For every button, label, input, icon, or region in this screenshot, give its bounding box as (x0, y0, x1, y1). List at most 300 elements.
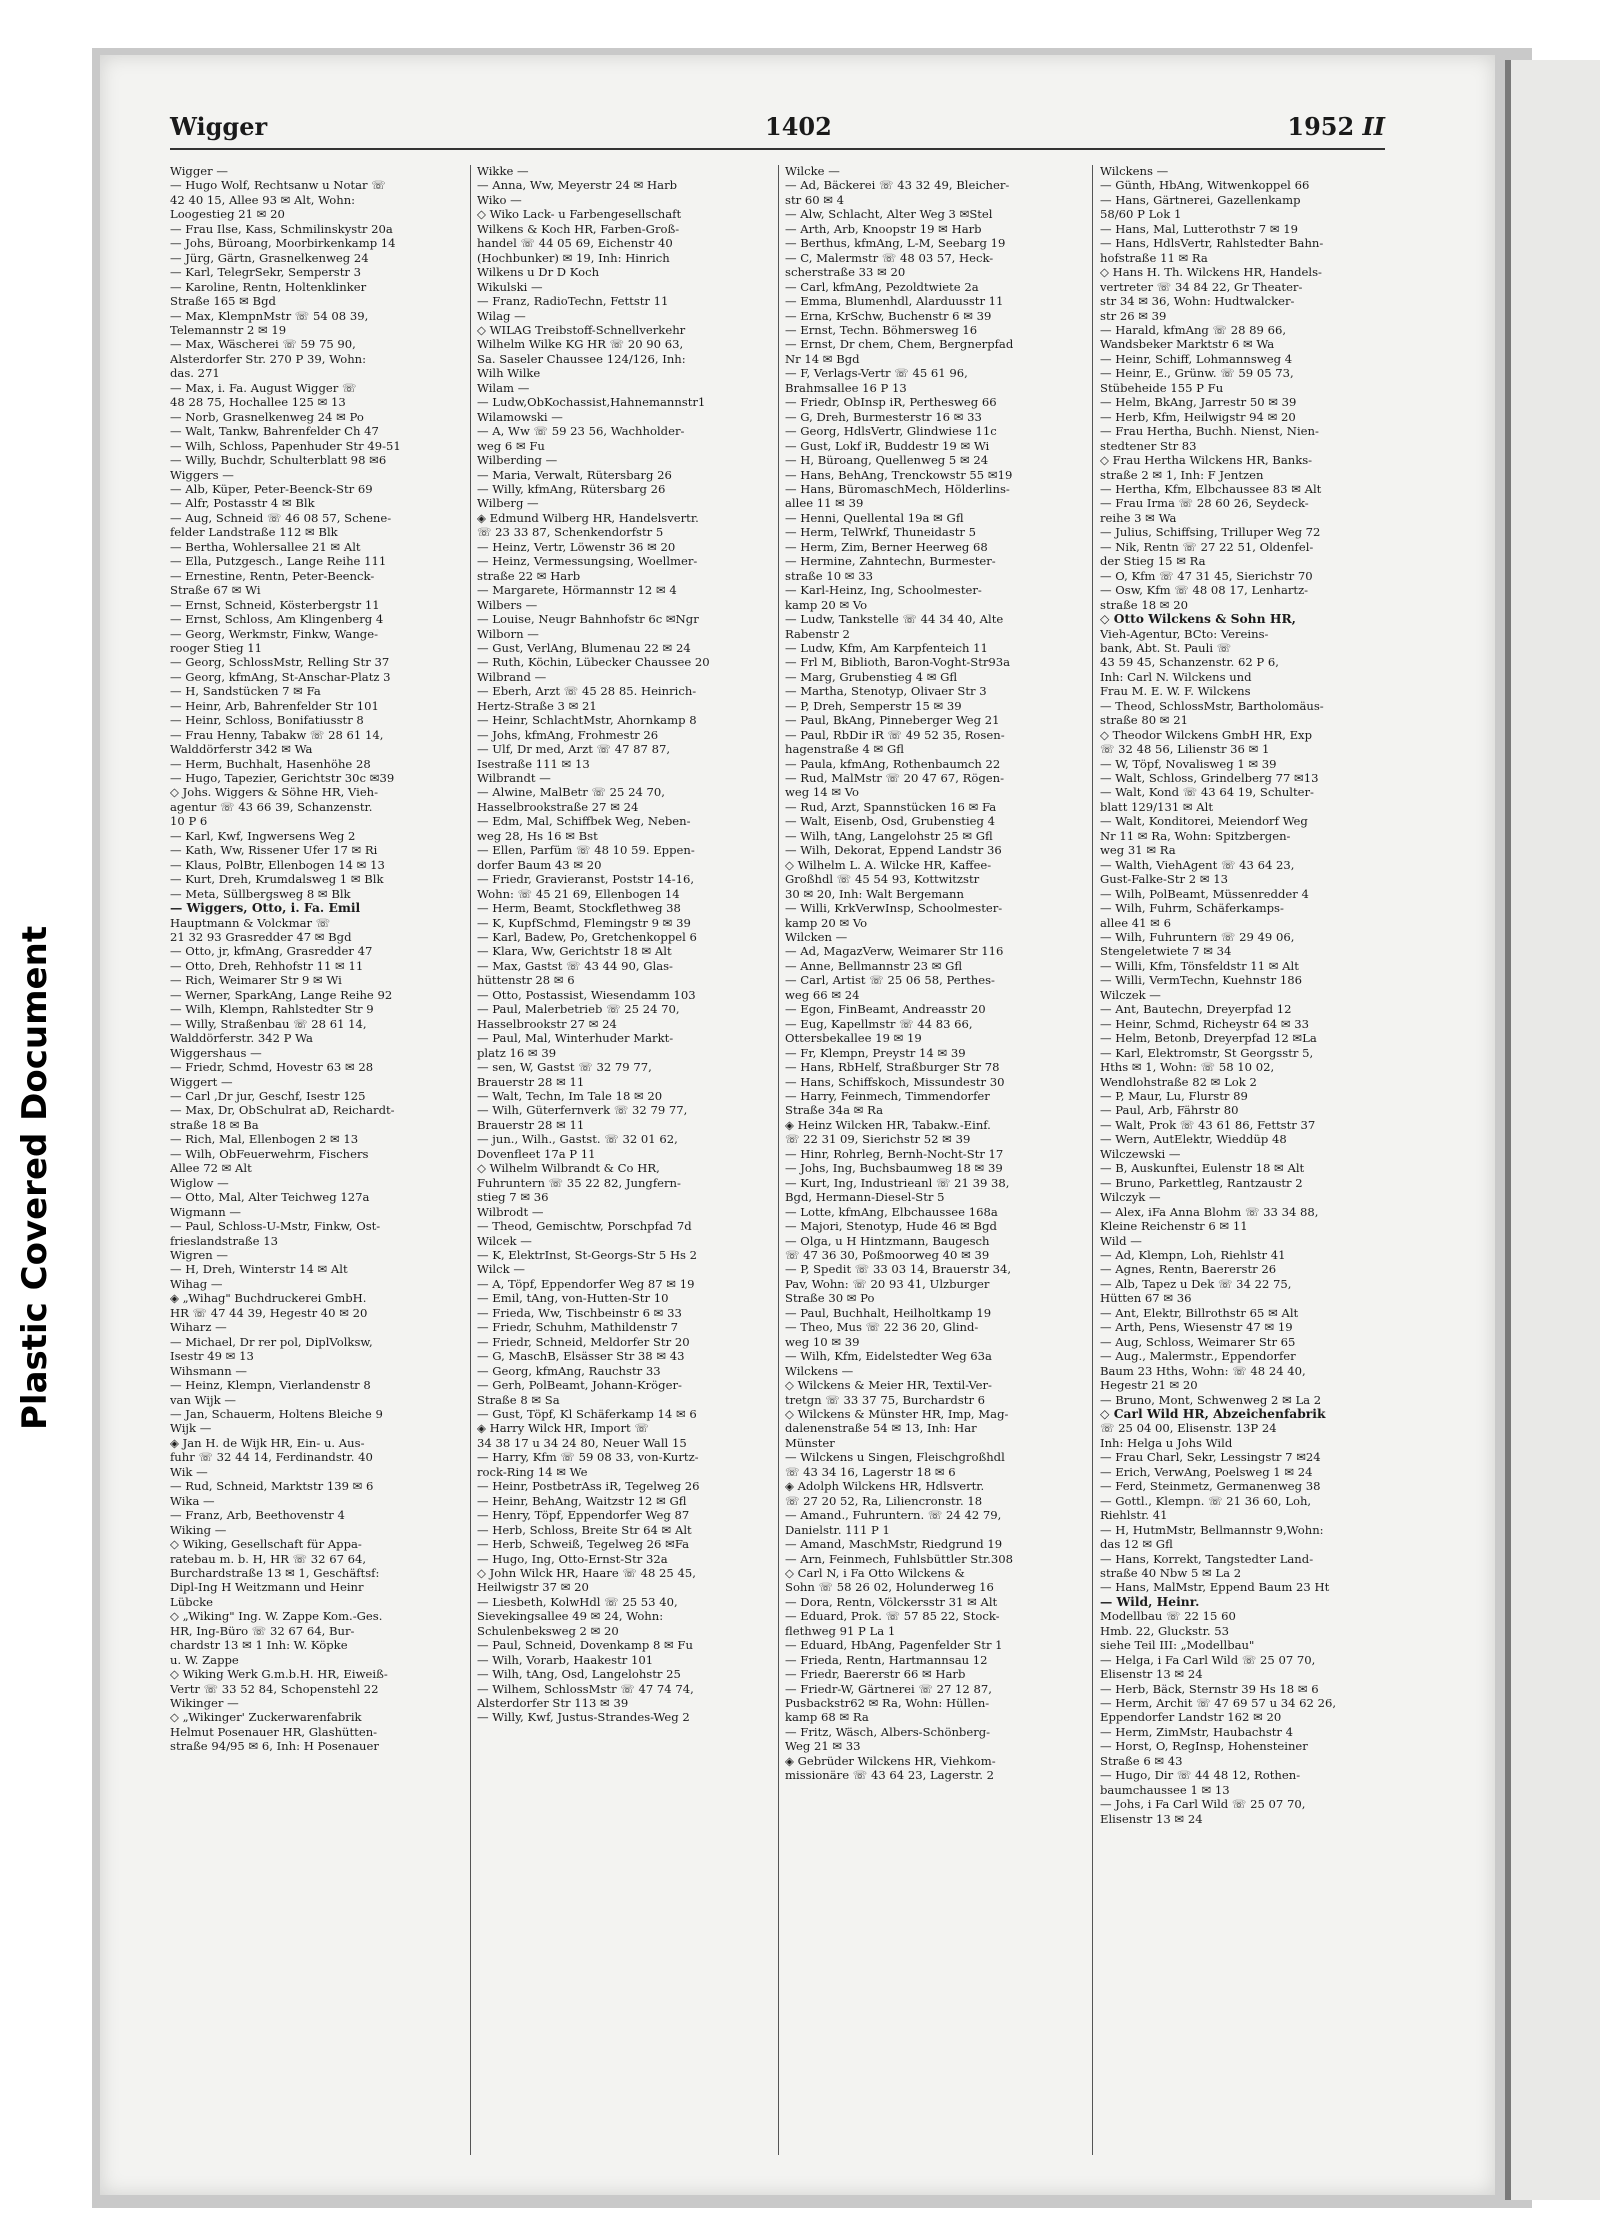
directory-entry-line: dorfer Baum 43 ✉ 20 (477, 857, 602, 872)
directory-entry-line: — Eduard, Prok. ☏ 57 85 22, Stock- (785, 1609, 1000, 1624)
directory-entry-line: Stübeheide 155 P Fu (1100, 380, 1224, 395)
directory-entry-line: — Theod, SchlossMstr, Bartholomäus- (1100, 698, 1324, 713)
directory-entry-line: handel ☏ 44 05 69, Eichenstr 40 (477, 236, 673, 251)
directory-entry-line: — Gust, VerlAng, Blumenau 22 ✉ 24 (477, 640, 691, 655)
directory-entry-line: flethweg 91 P La 1 (785, 1623, 896, 1638)
directory-entry-line: Wilbers — (477, 597, 538, 612)
directory-entry-line: ◈ Heinz Wilcken HR, Tabakw.-Einf. (785, 1117, 991, 1132)
directory-entry-line: — Hugo, Dir ☏ 44 48 12, Rothen- (1100, 1768, 1301, 1783)
directory-entry-line: Gust-Falke-Str 2 ✉ 13 (1100, 872, 1228, 887)
directory-entry-line: scherstraße 33 ✉ 20 (785, 265, 906, 280)
directory-entry-line: — P, Dreh, Semperstr 15 ✉ 39 (785, 698, 962, 713)
directory-entry-line: Wikulski — (477, 279, 543, 294)
directory-column-2 (477, 164, 767, 1725)
directory-entry-line: Hmb. 22, Gluckstr. 53 (1100, 1623, 1229, 1638)
directory-entry-line: Wilh Wilke (477, 366, 541, 381)
directory-entry-line: — Aug, Schneid ☏ 46 08 57, Schene- (170, 510, 392, 525)
directory-entry-line: — Michael, Dr rer pol, DiplVolksw, (170, 1334, 373, 1349)
directory-entry-line: — Maria, Verwalt, Rütersbarg 26 (477, 467, 672, 482)
directory-entry-line: Wiking — (170, 1522, 227, 1537)
directory-entry-line: straße 18 ✉ Ba (170, 1117, 259, 1132)
directory-entry-line: — Arth, Arb, Knoopstr 19 ✉ Harb (785, 221, 982, 236)
directory-entry-line: — Max, Wäscherei ☏ 59 75 90, (170, 337, 356, 352)
directory-entry-line: — Arn, Feinmech, Fuhlsbüttler Str.308 (785, 1551, 1013, 1566)
directory-entry-line: — Wilh, Güterfernverk ☏ 32 79 77, (477, 1103, 688, 1118)
directory-entry-line: — Herb, Schloss, Breite Str 64 ✉ Alt (477, 1522, 692, 1537)
directory-entry-line: Heilwigstr 37 ✉ 20 (477, 1580, 589, 1595)
directory-entry-line: — Georg, SchlossMstr, Relling Str 37 (170, 655, 390, 670)
directory-entry-line: ratebau m. b. H, HR ☏ 32 67 64, (170, 1551, 367, 1566)
directory-entry-line: frieslandstraße 13 (170, 1233, 278, 1248)
directory-entry-line: Hegestr 21 ✉ 20 (1100, 1378, 1198, 1393)
directory-entry-line: 10 P 6 (170, 814, 208, 829)
directory-entry-line: — Friedr, Schneid, Meldorfer Str 20 (477, 1334, 690, 1349)
directory-entry-line: — Heinr, Schmd, Richeystr 64 ✉ 33 (1100, 1016, 1309, 1031)
directory-entry-line: — Alwine, MalBetr ☏ 25 24 70, (477, 785, 665, 800)
directory-entry-line: — Ad, MagazVerw, Weimarer Str 116 (785, 944, 1004, 959)
directory-entry-line: ◇ Wiko Lack- u Farbengesellschaft (477, 207, 682, 222)
directory-entry-line: baumchaussee 1 ✉ 13 (1100, 1782, 1230, 1797)
directory-entry-line: Alsterdorfer Str 113 ✉ 39 (477, 1696, 629, 1711)
directory-entry-line: — Carl, Artist ☏ 25 06 58, Perthes- (785, 973, 995, 988)
directory-entry-line: — Franz, RadioTechn, Fettstr 11 (477, 294, 669, 309)
directory-entry-line: Modellbau ☏ 22 15 60 (1100, 1609, 1236, 1624)
directory-entry-line: ◇ Carl N, i Fa Otto Wilckens & (785, 1565, 965, 1580)
directory-entry-line: — Hans, Korrekt, Tangstedter Land- (1100, 1551, 1314, 1566)
directory-entry-line: Hasselbrookstr 27 ✉ 24 (477, 1016, 617, 1031)
directory-entry-line: — Friedr, ObInsp iR, Perthesweg 66 (785, 395, 997, 410)
directory-entry-line: — Frau Henny, Tabakw ☏ 28 61 14, (170, 727, 384, 742)
directory-entry-line: — Friedr, Schmd, Hovestr 63 ✉ 28 (170, 1060, 374, 1075)
directory-entry-line: — Bertha, Wohlersallee 21 ✉ Alt (170, 539, 361, 554)
directory-entry-line: — Wilckens u Singen, Fleischgroßhdl (785, 1450, 1005, 1465)
directory-entry-line: Wigger — (170, 164, 228, 178)
directory-entry-line: ◇ „Wiking" Ing. W. Zappe Kom.-Ges. (170, 1609, 383, 1624)
directory-entry-line: Wilcek — (477, 1233, 532, 1248)
directory-entry-line: Straße 165 ✉ Bgd (170, 294, 276, 309)
directory-entry-line: 42 40 15, Allee 93 ✉ Alt, Wohn: (170, 192, 356, 207)
directory-entry-line: ☏ 23 33 87, Schenkendorfstr 5 (477, 525, 664, 540)
directory-entry-line: — sen, W, Gastst ☏ 32 79 77, (477, 1060, 652, 1075)
directory-entry-line: hüttenstr 28 ✉ 6 (477, 973, 575, 988)
directory-entry-line: — Ant, Elektr, Billrothstr 65 ✉ Alt (1100, 1305, 1299, 1320)
directory-entry-line: — Helm, Betonb, Dreyerpfad 12 ✉La (1100, 1031, 1317, 1046)
directory-entry-line: — Georg, kfmAng, Rauchstr 33 (477, 1363, 661, 1378)
directory-entry-line: — Wilhem, SchlossMstr ☏ 47 74 74, (477, 1681, 694, 1696)
directory-entry-line: — Walt, Kond ☏ 43 64 19, Schulter- (1100, 785, 1314, 800)
directory-entry-line: — Johs, Ing, Buchsbaumweg 18 ✉ 39 (785, 1161, 1003, 1176)
directory-entry-line: — Frieda, Ww, Tischbeinstr 6 ✉ 33 (477, 1305, 682, 1320)
directory-entry-line: — Henry, Töpf, Eppendorfer Weg 87 (477, 1508, 690, 1523)
directory-entry-line: das. 271 (170, 366, 220, 381)
directory-entry-line: — Otto, Postassist, Wiesendamm 103 (477, 987, 696, 1002)
directory-entry-line: — Ernestine, Rentn, Peter-Beenck- (170, 568, 375, 583)
directory-entry-line: ☏ 25 04 00, Elisenstr. 13P 24 (1100, 1421, 1277, 1436)
directory-entry-line: — Jürg, Gärtn, Grasnelkenweg 24 (170, 250, 369, 265)
directory-entry-line: — Olga, u H Hintzmann, Baugesch (785, 1233, 990, 1248)
directory-entry-line: — Walt, Techn, Im Tale 18 ✉ 20 (477, 1089, 663, 1103)
directory-entry-line: Großhdl ☏ 45 54 93, Kottwitzstr (785, 872, 980, 887)
directory-entry-line: weg 14 ✉ Vo (785, 785, 860, 800)
directory-entry-line: — Kurt, Ing, Industrieanl ☏ 21 39 38, (785, 1175, 1010, 1190)
directory-entry-line: — Walt, Konditorei, Meiendorf Weg (1100, 814, 1308, 829)
directory-entry-line: Vertr ☏ 33 52 84, Schopenstehl 22 (170, 1681, 379, 1696)
directory-entry-line: agentur ☏ 43 66 39, Schanzenstr. (170, 799, 373, 814)
directory-entry-line: — Gust, Töpf, Kl Schäferkamp 14 ✉ 6 (477, 1406, 697, 1421)
directory-entry-line: Wilkens u Dr D Koch (477, 265, 600, 280)
directory-entry-line: — Berthus, kfmAng, L-M, Seebarg 19 (785, 236, 1006, 251)
directory-entry-line: Wikinger — (170, 1696, 239, 1711)
directory-entry-line: — Amand., Fuhruntern. ☏ 24 42 79, (785, 1508, 1002, 1523)
directory-entry-line: weg 31 ✉ Ra (1100, 843, 1176, 858)
directory-entry-line: — Ad, Klempn, Loh, Riehlstr 41 (1100, 1247, 1286, 1262)
directory-entry-line: — Wilh, tAng, Osd, Langelohstr 25 (477, 1667, 681, 1682)
directory-entry-line: — Rud, Arzt, Spannstücken 16 ✉ Fa (785, 799, 997, 814)
directory-entry-line: — C, Malermstr ☏ 48 03 57, Heck- (785, 250, 994, 265)
directory-entry-line: — Fr, Klempn, Preystr 14 ✉ 39 (785, 1045, 966, 1060)
directory-entry-line: — Wilh, Klempn, Rahlstedter Str 9 (170, 1002, 374, 1017)
directory-entry-line: straße 40 Nbw 5 ✉ La 2 (1100, 1565, 1242, 1580)
directory-entry-line: — Willy, Straßenbau ☏ 28 61 14, (170, 1016, 367, 1031)
directory-entry-line: — Heinr, Schloss, Bonifatiusstr 8 (170, 713, 364, 728)
directory-entry-line: Riehlstr. 41 (1100, 1508, 1168, 1523)
directory-entry-line: — Margarete, Hörmannstr 12 ✉ 4 (477, 583, 677, 598)
directory-entry-line: Hths ✉ 1, Wohn: ☏ 58 10 02, (1100, 1060, 1275, 1075)
directory-entry-line: — Alb, Küper, Peter-Beenck-Str 69 (170, 481, 373, 496)
directory-entry-line: — Karl, Badew, Po, Gretchenkoppel 6 (477, 930, 697, 945)
directory-entry-line: — Rich, Weimarer Str 9 ✉ Wi (170, 973, 342, 988)
directory-entry-line: straße 18 ✉ 20 (1100, 597, 1188, 612)
directory-entry-line: — Herm, TelWrkf, Thuneidastr 5 (785, 525, 977, 540)
directory-entry-line: — Herm, Archit ☏ 47 69 57 u 34 62 26, (1100, 1696, 1337, 1711)
directory-entry-line: — Wern, AutElektr, Wieddüp 48 (1100, 1132, 1287, 1147)
directory-entry-line: rock-Ring 14 ✉ We (477, 1464, 588, 1479)
directory-entry-line: straße 10 ✉ 33 (785, 568, 873, 583)
directory-entry-line: — Wilh, Dekorat, Eppend Landstr 36 (785, 843, 1002, 858)
directory-entry-line: fuhr ☏ 32 44 14, Ferdinandstr. 40 (170, 1450, 373, 1465)
directory-entry-line: Hasselbrookstraße 27 ✉ 24 (477, 799, 639, 814)
directory-entry-line: — Ernst, Techn. Böhmersweg 16 (785, 322, 978, 337)
side-label: Plastic Covered Document (15, 925, 55, 1430)
directory-entry-line: vertreter ☏ 34 84 22, Gr Theater- (1100, 279, 1303, 294)
directory-entry-line: — Herm, Beamt, Stockflethweg 38 (477, 901, 681, 916)
directory-entry-line: Wiko — (477, 192, 522, 207)
directory-entry-line: Nr 14 ✉ Bgd (785, 351, 860, 366)
directory-entry-line: Stengeletwiete 7 ✉ 34 (1100, 944, 1232, 959)
directory-entry-line: — Karl, Elektromstr, St Georgsstr 5, (1100, 1045, 1314, 1060)
directory-entry-line: — Walt, Schloss, Grindelberg 77 ✉13 (1100, 771, 1319, 786)
page-header (170, 112, 1385, 150)
directory-entry-line: — Eberh, Arzt ☏ 45 28 85. Heinrich- (477, 684, 697, 699)
directory-entry-line: — Ernst, Dr chem, Chem, Bergnerpfad (785, 337, 1014, 352)
directory-entry-line: straße 80 ✉ 21 (1100, 713, 1188, 728)
directory-entry-line: — Paul, Arb, Fährstr 80 (1100, 1103, 1239, 1118)
directory-entry-line: — Frau Ilse, Kass, Schmilinskystr 20a (170, 221, 393, 236)
directory-entry-line: straße 22 ✉ Harb (477, 568, 581, 583)
directory-entry-line: — Paul, RbDir iR ☏ 49 52 35, Rosen- (785, 727, 1005, 742)
directory-entry-line: — Horst, O, RegInsp, Hohensteiner (1100, 1739, 1308, 1754)
directory-entry-line: Wik — (170, 1464, 208, 1479)
directory-entry-line: — Bruno, Mont, Schwenweg 2 ✉ La 2 (1100, 1392, 1322, 1407)
directory-entry-line: Wild — (1100, 1233, 1142, 1248)
directory-entry-line: Wilborn — (477, 626, 539, 641)
directory-entry-line: Lübcke (170, 1594, 213, 1609)
directory-entry-line: — Johs, kfmAng, Frohmestr 26 (477, 727, 659, 742)
directory-entry-line: — Hermine, Zahntechn, Burmester- (785, 554, 996, 569)
directory-entry-line: ◇ Otto Wilckens & Sohn HR, (1100, 612, 1296, 627)
directory-entry-line: — Gerh, PolBeamt, Johann-Kröger- (477, 1378, 682, 1393)
directory-entry-line: Pusbackstr62 ✉ Ra, Wohn: Hüllen- (785, 1696, 990, 1711)
directory-entry-line: — Friedr, Schuhm, Mathildenstr 7 (477, 1320, 678, 1335)
directory-entry-line: Danielstr. 111 P 1 (785, 1522, 890, 1537)
directory-entry-line: u. W. Zappe (170, 1652, 239, 1667)
directory-entry-line: Fuhruntern ☏ 35 22 82, Jungfern- (477, 1175, 681, 1190)
directory-entry-line: — Heinz, Klempn, Vierlandenstr 8 (170, 1378, 371, 1393)
directory-entry-line: — Karl, TelegrSekr, Semperstr 3 (170, 265, 362, 280)
directory-entry-line: — Meta, Süllbergsweg 8 ✉ Blk (170, 886, 351, 901)
directory-entry-line: — Karl-Heinz, Ing, Schoolmester- (785, 583, 982, 598)
directory-entry-line: — Eug, Kapellmstr ☏ 44 83 66, (785, 1016, 973, 1031)
directory-entry-line: ◈ Edmund Wilberg HR, Handelsvertr. (477, 510, 699, 525)
directory-entry-line: — Anne, Bellmannstr 23 ✉ Gfl (785, 958, 963, 973)
directory-entry-line: — Hugo, Ing, Otto-Ernst-Str 32a (477, 1551, 668, 1566)
directory-entry-line: (Hochbunker) ✉ 19, Inh: Hinrich (477, 250, 670, 265)
directory-entry-line: — Kath, Ww, Rissener Ufer 17 ✉ Ri (170, 843, 378, 858)
directory-entry-line: — B, Auskunftei, Eulenstr 18 ✉ Alt (1100, 1161, 1305, 1176)
directory-entry-line: Wohn: ☏ 45 21 69, Ellenbogen 14 (477, 886, 680, 901)
directory-entry-line: — Heinr, SchlachtMstr, Ahornkamp 8 (477, 713, 697, 728)
directory-entry-line: — Agnes, Rentn, Baererstr 26 (1100, 1262, 1277, 1277)
directory-entry-line: Wilbrand — (477, 669, 547, 684)
directory-entry-line: — Ludw, Tankstelle ☏ 44 34 40, Alte (785, 612, 1004, 627)
directory-entry-line: Bgd, Hermann-Diesel-Str 5 (785, 1190, 945, 1205)
directory-entry-line: — Heinr, E., Grünw. ☏ 59 05 73, (1100, 366, 1294, 381)
directory-entry-line: — Dora, Rentn, Völckersstr 31 ✉ Alt (785, 1594, 998, 1609)
directory-entry-line: stieg 7 ✉ 36 (477, 1190, 549, 1205)
directory-entry-line: — Max, KlempnMstr ☏ 54 08 39, (170, 308, 369, 323)
directory-entry-line: — Friedr-W, Gärtnerei ☏ 27 12 87, (785, 1681, 992, 1696)
directory-entry-line: — Hinr, Rohrleg, Bernh-Nocht-Str 17 (785, 1146, 1004, 1161)
directory-entry-line: kamp 20 ✉ Vo (785, 597, 868, 612)
directory-entry-line: — Paul, Schloss-U-Mstr, Finkw, Ost- (170, 1219, 381, 1234)
directory-entry-line: ◈ „Wihag" Buchdruckerei GmbH. (170, 1291, 367, 1306)
directory-entry-line: der Stieg 15 ✉ Ra (1100, 554, 1206, 569)
directory-entry-line: Brahmsallee 16 P 13 (785, 380, 907, 395)
directory-entry-line: — Aug., Malermstr., Eppendorfer (1100, 1349, 1296, 1364)
directory-entry-line: — Rud, Schneid, Marktstr 139 ✉ 6 (170, 1479, 374, 1494)
directory-entry-line: straße 94/95 ✉ 6, Inh: H Posenauer (170, 1739, 379, 1754)
directory-entry-line: Helmut Posenauer HR, Glashütten- (170, 1724, 378, 1739)
directory-entry-line: ◇ Carl Wild HR, Abzeichenfabrik (1100, 1406, 1326, 1421)
directory-entry-line: — Walth, ViehAgent ☏ 43 64 23, (1100, 857, 1295, 872)
directory-entry-line: — Egon, FinBeamt, Andreasstr 20 (785, 1002, 986, 1017)
directory-entry-line: ◇ Wilckens & Meier HR, Textil-Ver- (785, 1378, 992, 1393)
directory-entry-line: — Alb, Tapez u Dek ☏ 34 22 75, (1100, 1276, 1292, 1291)
directory-entry-line: Wikke — (477, 164, 529, 178)
directory-entry-line: Baum 23 Hths, Wohn: ☏ 48 24 40, (1100, 1363, 1306, 1378)
directory-entry-line: stedtener Str 83 (1100, 438, 1197, 453)
directory-entry-line: Inh: Helga u Johs Wild (1100, 1435, 1233, 1450)
directory-entry-line: — Paul, BkAng, Pinneberger Weg 21 (785, 713, 1000, 728)
directory-entry-line: — Wiggers, Otto, i. Fa. Emil (170, 901, 361, 916)
directory-entry-line: ☏ 22 31 09, Sierichstr 52 ✉ 39 (785, 1132, 971, 1147)
directory-entry-line: Burchardstraße 13 ✉ 1, Geschäftsf: (170, 1565, 380, 1580)
directory-entry-line: Elisenstr 13 ✉ 24 (1100, 1667, 1203, 1682)
directory-entry-line: Brauerstr 28 ✉ 11 (477, 1117, 585, 1132)
directory-entry-line: — Herb, Schweiß, Tegelweg 26 ✉Fa (477, 1537, 689, 1552)
directory-entry-line: — Hans, Schiffskoch, Missundestr 30 (785, 1074, 1005, 1089)
directory-entry-line: Walddörferstr 342 ✉ Wa (170, 742, 313, 757)
directory-entry-line: — Hertha, Kfm, Elbchaussee 83 ✉ Alt (1100, 481, 1322, 496)
directory-entry-line: — Ferd, Steinmetz, Germanenweg 38 (1100, 1479, 1321, 1494)
directory-entry-line: HR, Ing-Büro ☏ 32 67 64, Bur- (170, 1623, 355, 1638)
directory-entry-line: Walddörferstr. 342 P Wa (170, 1031, 313, 1046)
directory-entry-line: Wilck — (477, 1262, 525, 1277)
directory-entry-line: ◈ Jan H. de Wijk HR, Ein- u. Aus- (170, 1435, 365, 1450)
directory-entry-line: Wiggers — (170, 467, 234, 482)
directory-entry-line: — Franz, Arb, Beethovenstr 4 (170, 1508, 345, 1523)
directory-entry-line: — P, Spedit ☏ 33 03 14, Brauerstr 34, (785, 1262, 1012, 1277)
directory-entry-line: — Frl M, Biblioth, Baron-Voght-Str93a (785, 655, 1011, 670)
directory-entry-line: Wigren — (170, 1247, 228, 1262)
directory-entry-line: — Kurt, Dreh, Krumdalsweg 1 ✉ Blk (170, 872, 384, 887)
directory-entry-line: — A, Töpf, Eppendorfer Weg 87 ✉ 19 (477, 1276, 695, 1291)
directory-entry-line: Rabenstr 2 (785, 626, 850, 641)
directory-entry-line: — Heinr, Schiff, Lohmannsweg 4 (1100, 351, 1293, 366)
directory-entry-line: Wiharz — (170, 1320, 227, 1335)
directory-entry-line: weg 28, Hs 16 ✉ Bst (477, 828, 598, 843)
directory-entry-line: — Erna, KrSchw, Buchenstr 6 ✉ 39 (785, 308, 992, 323)
directory-entry-line: — Theo, Mus ☏ 22 36 20, Glind- (785, 1320, 979, 1335)
directory-entry-line: — Hans, MalMstr, Eppend Baum 23 Ht (1100, 1580, 1330, 1595)
directory-entry-line: ☏ 27 20 52, Ra, Liliencronstr. 18 (785, 1493, 983, 1508)
directory-entry-line: — Ulf, Dr med, Arzt ☏ 47 87 87, (477, 742, 671, 757)
directory-entry-line: — H, HutmMstr, Bellmannstr 9,Wohn: (1100, 1522, 1324, 1537)
directory-entry-line: Isestr 49 ✉ 13 (170, 1349, 254, 1364)
header-name: Wigger (170, 112, 268, 141)
directory-entry-line: — Louise, Neugr Bahnhofstr 6c ✉Ngr (477, 612, 699, 627)
directory-entry-line: — Nik, Rentn ☏ 27 22 51, Oldenfel- (1100, 539, 1314, 554)
directory-entry-line: ◇ WILAG Treibstoff-Schnellverkehr (477, 322, 686, 337)
directory-entry-line: ☏ 32 48 56, Lilienstr 36 ✉ 1 (1100, 742, 1270, 757)
directory-entry-line: — Johs, Büroang, Moorbirkenkamp 14 (170, 236, 396, 251)
directory-entry-line: Wendlohstraße 82 ✉ Lok 2 (1100, 1074, 1257, 1089)
directory-entry-line: Ottersbekallee 19 ✉ 19 (785, 1031, 922, 1046)
directory-entry-line: Wilbrandt — (477, 771, 551, 786)
directory-entry-line: Wilkens & Koch HR, Farben-Groß- (477, 221, 680, 236)
directory-entry-line: — Paul, Malerbetrieb ☏ 25 24 70, (477, 1002, 680, 1017)
directory-entry-line: Wika — (170, 1493, 215, 1508)
directory-entry-line: — Eduard, HbAng, Pagenfelder Str 1 (785, 1638, 1003, 1653)
directory-entry-line: hofstraße 11 ✉ Ra (1100, 250, 1208, 265)
directory-entry-line: — Ellen, Parfüm ☏ 48 10 59. Eppen- (477, 843, 695, 858)
directory-entry-line: rooger Stieg 11 (170, 640, 263, 655)
directory-entry-line: bank, Abt. St. Pauli ☏ (1100, 640, 1232, 655)
adjacent-page-edge (1505, 60, 1600, 2200)
directory-entry-line: — G, MaschB, Elsässer Str 38 ✉ 43 (477, 1349, 685, 1364)
directory-entry-line: — Emma, Blumenhdl, Alarduusstr 11 (785, 294, 1004, 309)
directory-entry-line: — Georg, Werkmstr, Finkw, Wange- (170, 626, 379, 641)
directory-entry-line: Wandsbeker Marktstr 6 ✉ Wa (1100, 337, 1275, 352)
directory-entry-line: — Herm, ZimMstr, Haubachstr 4 (1100, 1724, 1294, 1739)
directory-entry-line: — Willy, Buchdr, Schulterblatt 98 ✉6 (170, 453, 387, 468)
directory-entry-line: Pav, Wohn: ☏ 20 93 41, Ulzburger (785, 1276, 990, 1291)
column-rule (1092, 165, 1093, 2155)
directory-entry-line: — Herm, Buchhalt, Hasenhöhe 28 (170, 756, 371, 771)
directory-entry-line: — Willi, VermTechn, Kuehnstr 186 (1100, 973, 1303, 988)
year: 1952 (1287, 112, 1355, 141)
directory-entry-line: — Friedr, Baererstr 66 ✉ Harb (785, 1667, 966, 1682)
directory-entry-line: — Walt, Prok ☏ 43 61 86, Fettstr 37 (1100, 1117, 1316, 1132)
directory-entry-line: ◇ Wilhelm L. A. Wilcke HR, Kaffee- (785, 857, 992, 872)
directory-entry-line: 34 38 17 u 34 24 80, Neuer Wall 15 (477, 1435, 687, 1450)
directory-entry-line: Straße 34a ✉ Ra (785, 1103, 884, 1118)
directory-entry-line: — Herb, Bäck, Sternstr 39 Hs 18 ✉ 6 (1100, 1681, 1319, 1696)
directory-entry-line: 43 59 45, Schanzenstr. 62 P 6, (1100, 655, 1279, 670)
directory-entry-line: — Hans, Gärtnerei, Gazellenkamp (1100, 192, 1301, 207)
directory-entry-line: — Willi, Kfm, Tönsfeldstr 11 ✉ Alt (1100, 958, 1299, 973)
directory-entry-line: — Heinr, PostbetrAss iR, Tegelweg 26 (477, 1479, 700, 1494)
directory-entry-line: 30 ✉ 20, Inh: Walt Bergemann (785, 886, 964, 901)
directory-entry-line: — Gottl., Klempn. ☏ 21 36 60, Loh, (1100, 1493, 1312, 1508)
directory-entry-line: — Paul, Mal, Winterhuder Markt- (477, 1031, 674, 1046)
directory-entry-line: Wilag — (477, 308, 526, 323)
directory-entry-line: — Karoline, Rentn, Holtenklinker (170, 279, 367, 294)
directory-entry-line: — Edm, Mal, Schiffbek Weg, Neben- (477, 814, 691, 829)
section: II (1362, 112, 1385, 141)
directory-entry-line: — Georg, HdlsVertr, Glindwiese 11c (785, 424, 997, 439)
directory-entry-line: felder Landstraße 112 ✉ Blk (170, 525, 338, 540)
directory-entry-line: Weg 21 ✉ 33 (785, 1739, 861, 1754)
directory-entry-line: — Lotte, kfmAng, Elbchaussee 168a (785, 1204, 998, 1219)
directory-entry-line: — Norb, Grasnelkenweg 24 ✉ Po (170, 409, 364, 424)
directory-entry-line: ◇ Wiking, Gesellschaft für Appa- (170, 1537, 362, 1552)
directory-entry-line: 48 28 75, Hochallee 125 ✉ 13 (170, 395, 346, 410)
directory-entry-line: 21 32 93 Grasredder 47 ✉ Bgd (170, 930, 352, 945)
directory-entry-line: — Hans, BüromaschMech, Hölderlins- (785, 481, 1010, 496)
directory-entry-line: — G, Dreh, Burmesterstr 16 ✉ 33 (785, 409, 982, 424)
directory-entry-line: — Wilh, tAng, Langelohstr 25 ✉ Gfl (785, 828, 993, 843)
directory-entry-line: — Osw, Kfm ☏ 48 08 17, Lenhartz- (1100, 583, 1309, 598)
directory-entry-line: — Ernst, Schneid, Kösterbergstr 11 (170, 597, 380, 612)
directory-entry-line: Wilberding — (477, 453, 558, 468)
directory-entry-line: — H, Sandstücken 7 ✉ Fa (170, 684, 321, 699)
directory-entry-line: — Jan, Schauerm, Holtens Bleiche 9 (170, 1406, 383, 1421)
directory-entry-line: missionäre ☏ 43 64 23, Lagerstr. 2 (785, 1768, 994, 1783)
directory-entry-line: — Liesbeth, KolwHdl ☏ 25 53 40, (477, 1594, 678, 1609)
directory-entry-line: — Harry, Kfm ☏ 59 08 33, von-Kurtz- (477, 1450, 699, 1465)
directory-entry-line: — Majori, Stenotyp, Hude 46 ✉ Bgd (785, 1219, 997, 1234)
directory-entry-line: — Alfr, Postasstr 4 ✉ Blk (170, 496, 315, 511)
directory-entry-line: — Paul, Buchhalt, Heilholtkamp 19 (785, 1305, 992, 1320)
directory-entry-line: — Ludw,ObKochassist,Hahnemannstr1 (477, 395, 706, 410)
directory-entry-line: — Klaus, PolBtr, Ellenbogen 14 ✉ 13 (170, 857, 385, 872)
directory-entry-line: — P, Maur, Lu, Flurstr 89 (1100, 1089, 1248, 1103)
directory-entry-line: — Frau Irma ☏ 28 60 26, Seydeck- (1100, 496, 1309, 511)
directory-entry-line: Wiggershaus — (170, 1045, 262, 1060)
directory-entry-line: ◇ Wiking Werk G.m.b.H. HR, Eiweiß- (170, 1667, 388, 1682)
directory-entry-line: dalenenstraße 54 ✉ 13, Inh: Har (785, 1421, 977, 1436)
directory-entry-line: chardstr 13 ✉ 1 Inh: W. Köpke (170, 1638, 348, 1653)
directory-entry-line: — Wilh, ObFeuerwehrm, Fischers (170, 1146, 369, 1161)
directory-entry-line: — Arth, Pens, Wiesenstr 47 ✉ 19 (1100, 1320, 1293, 1335)
directory-entry-line: — Heinr, BehAng, Waitzstr 12 ✉ Gfl (477, 1493, 687, 1508)
directory-entry-line: — Wilh, Fuhruntern ☏ 29 49 06, (1100, 930, 1295, 945)
directory-entry-line: — Helm, BkAng, Jarrestr 50 ✉ 39 (1100, 395, 1297, 410)
directory-column-3 (785, 164, 1075, 1783)
directory-entry-line: — Otto, Mal, Alter Teichweg 127a (170, 1190, 370, 1205)
directory-entry-line: — Hans, HdlsVertr, Rahlstedter Bahn- (1100, 236, 1324, 251)
